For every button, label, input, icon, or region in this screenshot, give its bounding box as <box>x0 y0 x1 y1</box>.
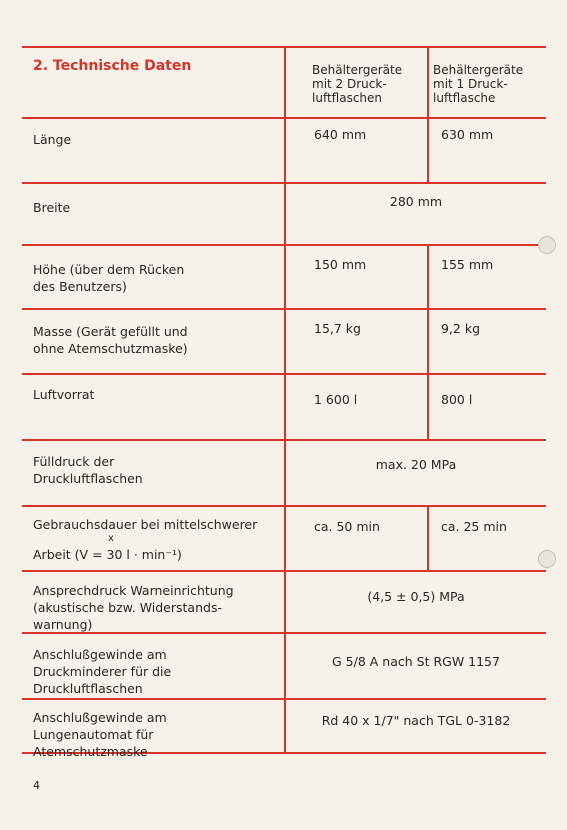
row-label-usage-duration-line2: Arbeit (V = 30 l · min⁻¹) <box>33 547 182 562</box>
row-label-thread-reducer: Anschlußgewinde am Druckminderer für die Druckluftflaschen <box>33 647 172 696</box>
row-value-air-supply-col2: 800 l <box>441 392 473 407</box>
row-label-width: Breite <box>33 200 71 215</box>
punch-hole-top <box>538 236 556 254</box>
row-value-mass-col1: 15,7 kg <box>314 321 361 336</box>
row-value-air-supply-col1: 1 600 l <box>314 392 358 407</box>
rule-col-divider-mid <box>427 244 429 439</box>
row-value-length-col1: 640 mm <box>314 127 367 142</box>
section-heading: 2. Technische Daten <box>33 58 192 74</box>
rule-label-divider <box>284 46 286 752</box>
punch-hole-bottom <box>538 550 556 568</box>
rule-col-divider-usage <box>427 505 429 570</box>
row-label-thread-demand-valve: Anschlußgewinde am Lungenautomat für Atemschutzmaske <box>33 710 167 759</box>
row-label-air-supply: Luftvorrat <box>33 387 95 402</box>
row-value-thread-reducer-span: G 5/8 A nach St RGW 1157 <box>332 654 500 669</box>
row-value-usage-col1: ca. 50 min <box>314 519 380 534</box>
row-label-usage-duration: Gebrauchsdauer bei mittelschwerer <box>33 517 258 532</box>
row-label-usage-mark: x <box>108 533 114 544</box>
row-value-thread-demand-valve-span: Rd 40 x 1/7" nach TGL 0-3182 <box>321 713 511 728</box>
column-header-1-bottle: Behältergeräte mit 1 Druck- luftflasche <box>433 63 524 105</box>
row-value-fill-pressure-span: max. 20 MPa <box>375 457 457 472</box>
row-label-fill-pressure: Fülldruck der Druckluftflaschen <box>33 454 143 486</box>
row-label-mass: Masse (Gerät gefüllt und ohne Atemschutzmaske) <box>33 324 188 356</box>
row-value-usage-col2: ca. 25 min <box>441 519 507 534</box>
row-label-warning-pressure: Ansprechdruck Warneinrichtung (akustische bzw. Widerstands- warnung) <box>33 583 234 632</box>
row-value-warning-pressure-span: (4,5 ± 0,5) MPa <box>367 589 465 604</box>
row-label-height: Höhe (über dem Rücken des Benutzers) <box>33 262 185 294</box>
row-value-height-col1: 150 mm <box>314 257 367 272</box>
row-value-length-col2: 630 mm <box>441 127 494 142</box>
row-value-height-col2: 155 mm <box>441 257 494 272</box>
rule-col-divider-head <box>427 46 429 182</box>
row-label-length: Länge <box>33 132 72 147</box>
page-number: 4 <box>33 779 40 792</box>
column-header-2-bottles: Behältergeräte mit 2 Druck- luftflaschen <box>312 63 403 105</box>
row-value-mass-col2: 9,2 kg <box>441 321 481 336</box>
row-value-width-span: 280 mm <box>389 194 443 209</box>
